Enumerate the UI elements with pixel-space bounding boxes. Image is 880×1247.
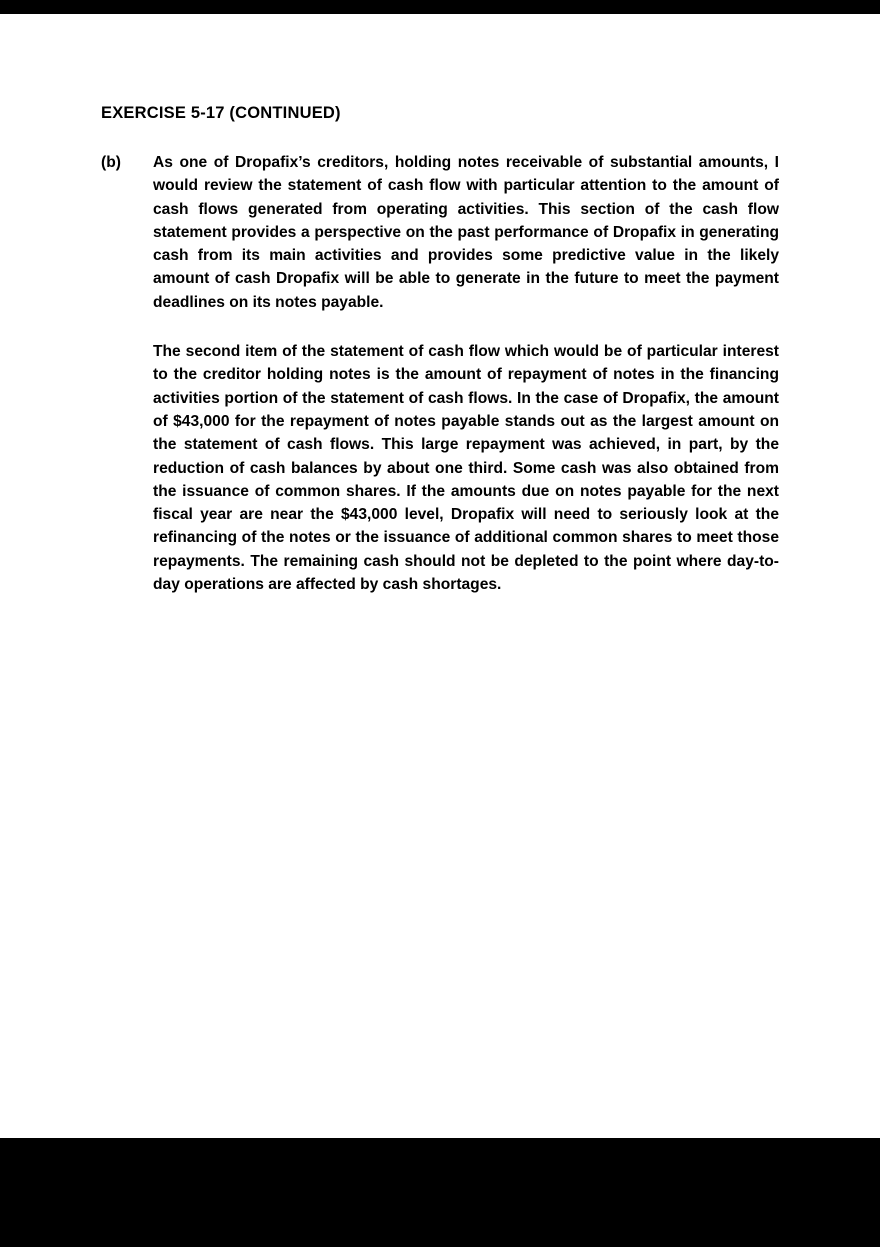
paragraph-row-second xyxy=(101,340,779,596)
page-bottom-border xyxy=(0,1138,880,1247)
part-marker: (b) xyxy=(101,154,121,171)
paragraph-row-first xyxy=(101,151,779,314)
exercise-part-b xyxy=(101,151,779,596)
paragraph-text: As one of Dropafix’s creditors, holding notes receivable of substantial amounts, I would review the statement of cash flow with particular attention to the amount of cash flows generated from operating activities. This section of the cash flow statement provides a perspective on the past performance of Dropafix in generating cash from its main activities and provides some predictive value in the likely amount of cash Dropafix will be able to generate in the future to meet the payment deadlines on its notes payable. xyxy=(153,154,779,311)
page-title: EXERCISE 5-17 (CONTINUED) xyxy=(101,104,341,122)
paragraph-text: The second item of the statement of cash flow which would be of particular interest to the creditor holding notes is the amount of repayment of notes in the financing activities portion of the statement of cash flows. In the case of Dropafix, the amount of $43,000 for the repayment of notes payable stands out as the largest amount on the statement of cash flows. This large repayment was achieved, in part, by the reduction of cash balances by about one third. Some cash was also obtained from the issuance of common shares. If the amounts due on notes payable for the next fiscal year are near the $43,000 level, Dropafix will need to seriously look at the refinancing of the notes or the issuance of additional common shares to meet those repayments. The remaining cash should not be depleted to the point where day-to-day operations are affected by cash shortages. xyxy=(153,343,779,594)
page-top-border xyxy=(0,0,880,14)
